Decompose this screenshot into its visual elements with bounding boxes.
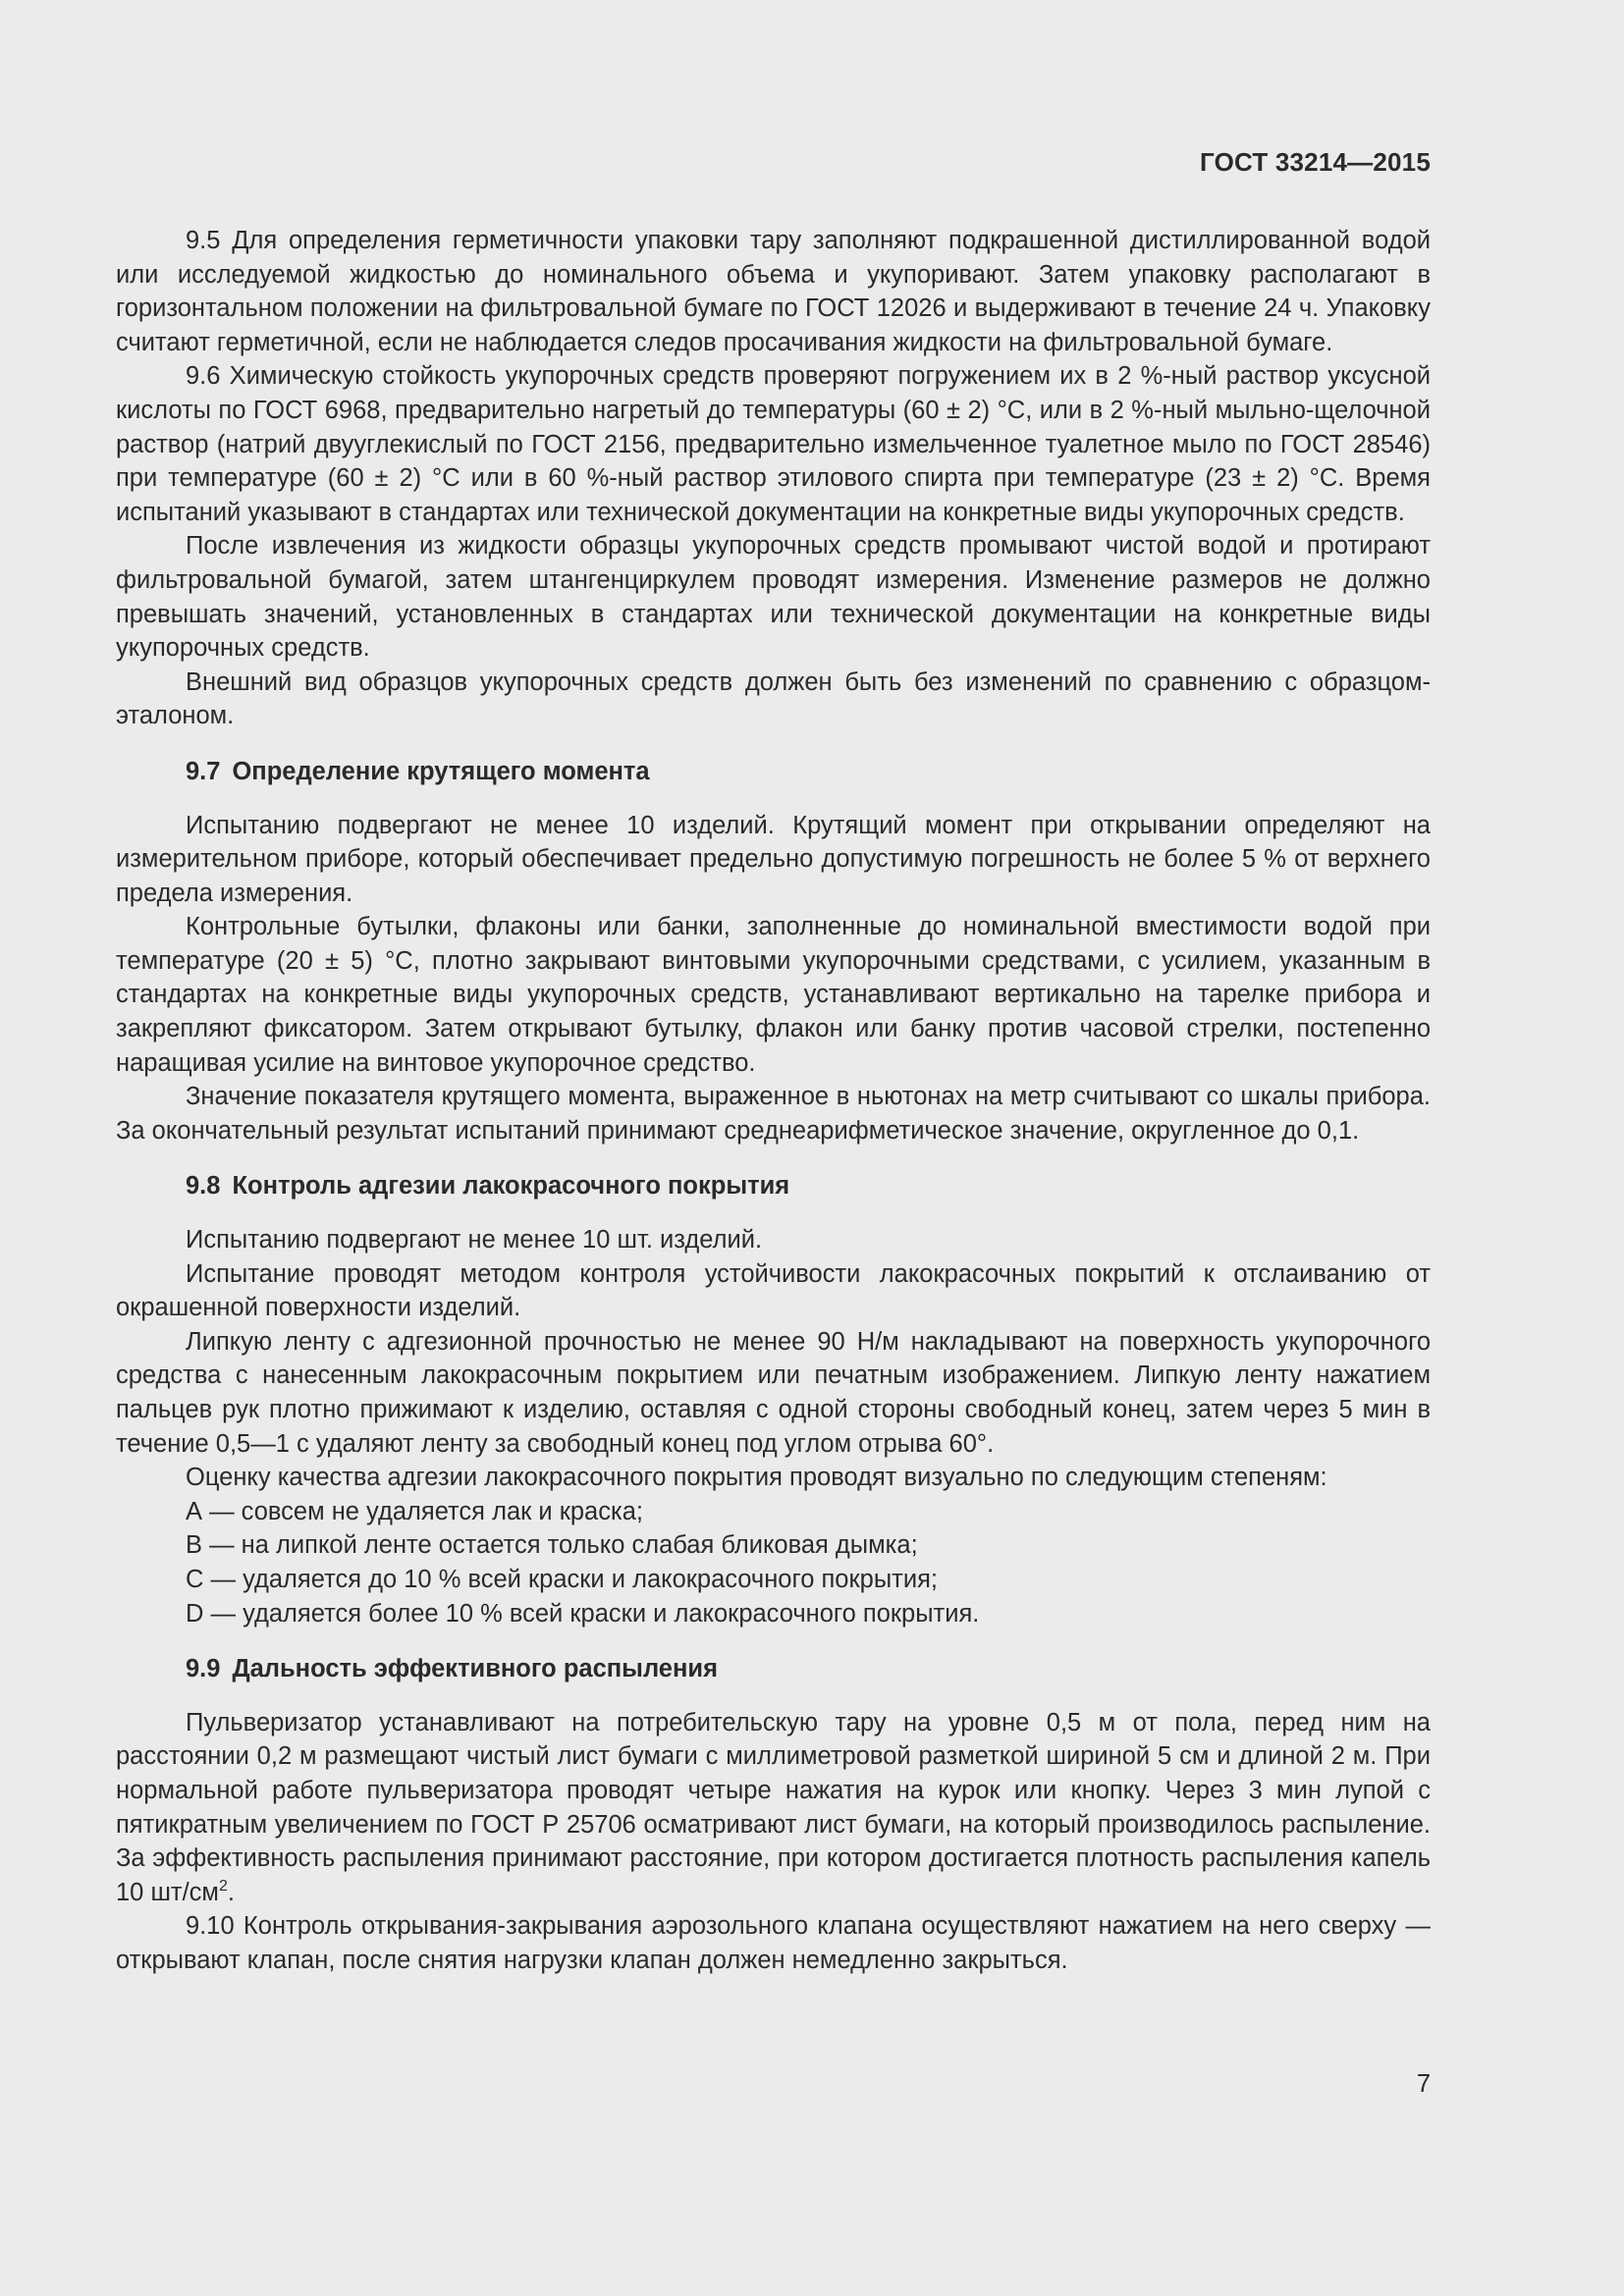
paragraph-9-5: 9.5 Для определения герметичности упаковки тару заполняют подкрашенной дистиллированной водой или исследуемой жидкостью до номинального объема и укупоривают. Затем упаковку располагают в горизонтальном положении на фильтровальной бумаге по ГОСТ 12026 и выдерживают в течение 24 ч. Упаковку считают герметичной, если не наблюдается следов просачивания жидкости на фильтровальной бумаге. bbox=[116, 227, 1431, 356]
grade-item-b: В — на липкой ленте остается только слабая бликовая дымка; bbox=[186, 1531, 918, 1560]
paragraph-9-8-c: Липкую ленту с адгезионной прочностью не менее 90 Н/м накладывают на поверхность укупорочного средства с нанесенным лакокрасочным покрытием или печатным изображением. Липкую ленту нажатием пальцев рук плотно прижимают к изделию, оставляя с одной стороны свободный конец, затем через 5 мин в течение 0,5—1 с удаляют ленту за свободный конец под углом отрыва 60°. bbox=[116, 1327, 1431, 1458]
section-number: 9.8 bbox=[186, 1172, 221, 1201]
paragraph-9-7-c: Значение показателя крутящего момента, выраженное в ньютонах на метр считывают со шкалы прибора. За окончательный результат испытаний принимают среднеарифметическое значение, округленное до 0,1. bbox=[116, 1083, 1431, 1145]
paragraph-9-8-b: Испытание проводят методом контроля устойчивости лакокрасочных покрытий к отслаиванию от окрашенной поверхности изделий. bbox=[116, 1259, 1431, 1322]
section-number: 9.9 bbox=[186, 1655, 221, 1683]
section-heading-9-9 bbox=[116, 1652, 1431, 1686]
paragraph-9-9-text: Пульверизатор устанавливают на потребительскую тару на уровне 0,5 м от пола, перед ним на расстоянии 0,2 м размещают чистый лист бумаги с миллиметровой разметкой шириной 5 см и длиной 2 м. При нормальной работе пульверизатора проводят четыре нажатия на курок или кнопку. Через 3 мин лупой с пятикратным увеличением по ГОСТ Р 25706 осматривают лист бумаги, на который производилось распыление. За эффективность распыления принимают расстояние, при котором достигается плотность распыления капель 10 шт/см bbox=[116, 1708, 1431, 1906]
paragraph-9-10: 9.10 Контроль открывания-закрывания аэрозольного клапана осуществляют нажатием на него сверху — открывают клапан, после снятия нагрузки клапан должен немедленно закрыться. bbox=[116, 1912, 1431, 1974]
section-heading-9-8 bbox=[116, 1169, 1431, 1203]
section-title: Контроль адгезии лакокрасочного покрытия bbox=[232, 1172, 790, 1201]
section-heading-9-7 bbox=[116, 755, 1431, 789]
document-body bbox=[116, 224, 1431, 1978]
grade-item-d: D — удаляется более 10 % всей краски и лакокрасочного покрытия. bbox=[186, 1599, 980, 1628]
paragraph-9-7-b: Контрольные бутылки, флаконы или банки, заполненные до номинальной вместимости водой при температуре (20 ± 5) °С, плотно закрывают винтовыми укупорочными средствами, с усилием, указанным в стандартах на конкретные виды укупорочных средств, устанавливают вертикально на тарелке прибора и закрепляют фиксатором. Затем открывают бутылку, флакон или банку против часовой стрелки, постепенно наращивая усилие на винтовое укупорочное средство. bbox=[116, 913, 1431, 1077]
page-number: 7 bbox=[1416, 2070, 1431, 2098]
paragraph-9-8-a: Испытанию подвергают не менее 10 шт. изделий. bbox=[186, 1226, 763, 1255]
document-page bbox=[116, 0, 1431, 2296]
section-number: 9.7 bbox=[186, 757, 221, 785]
document-header: ГОСТ 33214—2015 bbox=[1200, 147, 1431, 177]
paragraph-9-8-d: Оценку качества адгезии лакокрасочного покрытия проводят визуально по следующим степеням: bbox=[186, 1464, 1327, 1492]
grade-item-a: А — совсем не удаляется лак и краска; bbox=[186, 1497, 643, 1525]
section-title: Дальность эффективного распыления bbox=[232, 1655, 718, 1683]
paragraph-9-6-appearance: Внешний вид образцов укупорочных средств должен быть без изменений по сравнению с образцом-эталоном. bbox=[116, 667, 1431, 730]
paragraph-9-6: 9.6 Химическую стойкость укупорочных средств проверяют погружением их в 2 %-ный раствор уксусной кислоты по ГОСТ 6968, предварительно нагретый до температуры (60 ± 2) °С, или в 2 %-ный мыльно-щелочной раствор (натрий двууглекислый по ГОСТ 2156, предварительно измельченное туалетное мыло по ГОСТ 28546) при температуре (60 ± 2) °С или в 60 %-ный раствор этилового спирта при температуре (23 ± 2) °С. Время испытаний указывают в стандартах или технической документации на конкретные виды укупорочных средств. bbox=[116, 362, 1431, 526]
superscript: 2 bbox=[218, 1877, 228, 1895]
paragraph-9-9-end: . bbox=[227, 1878, 235, 1906]
paragraph-9-6-measurement: После извлечения из жидкости образцы укупорочных средств промывают чистой водой и протирают фильтровальной бумагой, затем штангенциркулем проводят измерения. Изменение размеров не должно превышать значений, установленных в стандартах или технической документации на конкретные виды укупорочных средств. bbox=[116, 532, 1431, 663]
grade-item-c: С — удаляется до 10 % всей краски и лакокрасочного покрытия; bbox=[186, 1565, 938, 1593]
section-title: Определение крутящего момента bbox=[232, 757, 650, 785]
paragraph-9-9 bbox=[116, 1706, 1431, 1910]
paragraph-9-7-a: Испытанию подвергают не менее 10 изделий. Крутящий момент при открывании определяют на измерительном приборе, который обеспечивает предельно допустимую погрешность не более 5 % от верхнего предела измерения. bbox=[116, 811, 1431, 907]
